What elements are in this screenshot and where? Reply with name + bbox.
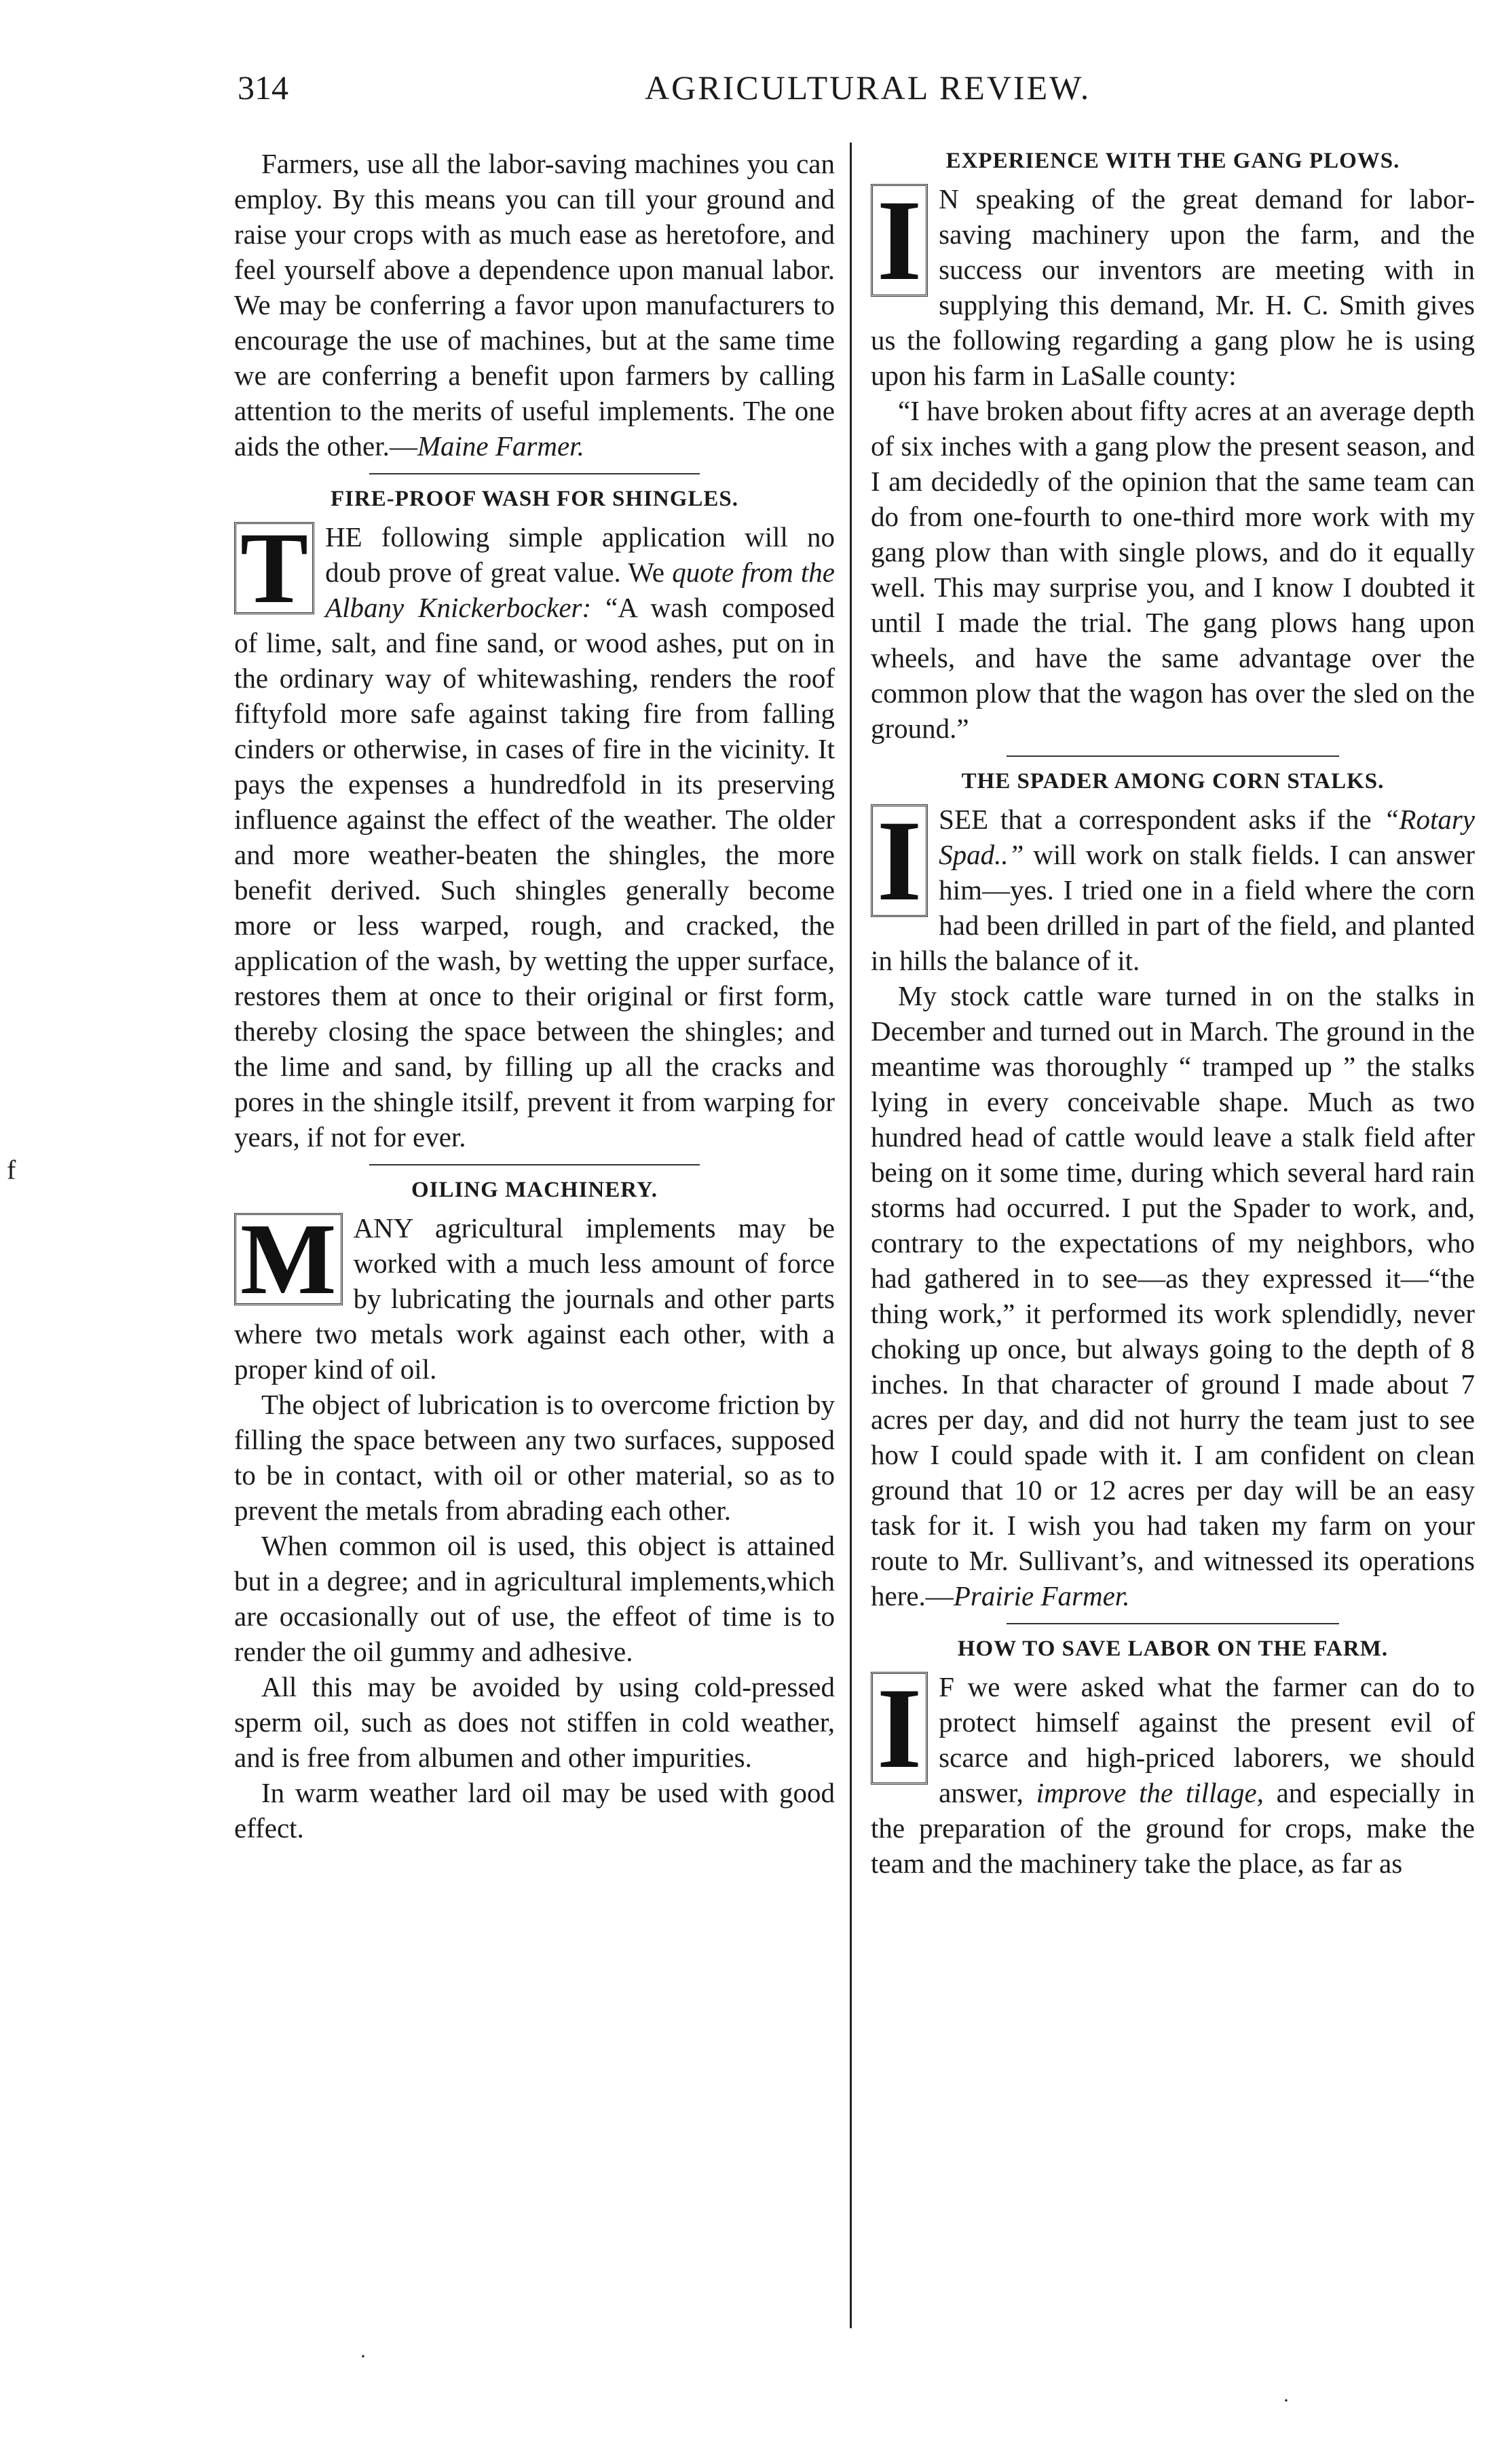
drop-cap-m: M — [234, 1213, 343, 1305]
section-rule — [1007, 1623, 1339, 1624]
save-labor-text-b: and especially in the preparation of the ground for crops, make the team and the machinery take the place, as far as — [871, 1777, 1475, 1879]
oiling-paragraph-5: In warm weather lard oil may be used with good effect. — [234, 1777, 835, 1844]
oiling-paragraph-2: The object of lubrication is to overcome friction by filling the space between any two surfaces, supposed to be in contact, with oil or other material, so as to prevent the metals from abrading each other. — [234, 1389, 835, 1526]
left-column — [234, 146, 835, 1846]
intro-paragraph — [234, 146, 835, 464]
page-header — [238, 68, 1473, 122]
running-title: AGRICULTURAL REVIEW. — [645, 69, 1091, 107]
section-rule — [369, 1164, 700, 1165]
spader-paragraph-1 — [871, 797, 1475, 978]
print-speck: · — [360, 2345, 367, 2368]
drop-cap-t: T — [234, 522, 314, 614]
fire-proof-text-italic: quote from the Albany Knickerbocker: — [325, 557, 835, 623]
gang-plows-text-1: N speaking of the great demand for labor-saving machinery upon the farm, and the success our inventors are meeting with in supplying this demand, Mr. H. C. Smith gives us the following regarding a gang plow he is using upon his farm in LaSalle county: — [871, 183, 1475, 391]
heading-oiling-machinery: OILING MACHINERY. — [411, 1178, 658, 1202]
spader-text-a: SEE that a correspondent asks if the — [939, 804, 1384, 835]
spader-text-b: will work on stalk fields. I can answer him—yes. I tried one in a field where the corn had been drilled in part of the field, and planted in hills the balance of it. — [871, 839, 1475, 976]
gang-plows-paragraph-1 — [871, 176, 1475, 393]
oiling-paragraph-1 — [234, 1203, 835, 1387]
fire-proof-text-b: “A wash composed of lime, salt, and fine sand, or wood ashes, put on in the ordinary way of whitewashing, renders the roof fiftyfold more safe against taking fire from falling cinders or otherwise, in cases of fire in the vicinity. It pays the expenses a hundredfold in its preserving influence against the effect of the weather. The older and more weather-beaten the shingles, the more benefit derived. Such shingles generally become more or less warped, rough, and cracked, the application of the wash, by wetting the upper surface, restores them at once to their original or first form, thereby closing the space between the shingles; and the lime and sand, by filling up all the cracks and pores in the shingle itsilf, prevent it from warping for years, if not for ever. — [234, 592, 835, 1153]
fire-proof-text-a: HE following simple application will no doub prove of great value. We — [325, 521, 835, 588]
spader-text-italic: “Rotary Spad..” — [939, 804, 1475, 870]
heading-save-labor: HOW TO SAVE LABOR ON THE FARM. — [957, 1637, 1389, 1661]
save-labor-text-a: F we were asked what the farmer can do to protect himself against the present evil of scarce and high-priced laborers, we should answer, — [939, 1671, 1475, 1808]
heading-fire-proof-wash: FIRE-PROOF WASH FOR SHINGLES. — [330, 487, 739, 511]
right-column — [871, 146, 1475, 1881]
section-rule — [1007, 755, 1339, 757]
column-divider — [850, 143, 852, 2328]
save-labor-text-italic: improve the tillage, — [1036, 1777, 1264, 1808]
drop-cap-i: I — [871, 184, 928, 297]
spader-paragraph-2 — [871, 978, 1475, 1613]
spader-source: Prairie Farmer. — [953, 1580, 1130, 1611]
drop-cap-i: I — [871, 804, 928, 917]
drop-cap-i: I — [871, 1672, 928, 1785]
oiling-paragraph-4: All this may be avoided by using cold-pressed sperm oil, such as does not stiffen in cold weather, and is free from albumen and other impurities. — [234, 1671, 835, 1773]
fire-proof-wash-paragraph — [234, 512, 835, 1155]
oiling-text-1: ANY agricultural implements may be worked with a much less amount of force by lubricating the journals and other parts where two metals work against each other, with a proper kind of oil. — [234, 1212, 835, 1385]
print-speck: · — [1283, 2389, 1290, 2412]
oiling-paragraph-3: When common oil is used, this object is attained but in a degree; and in agricultural implements,which are occasionally out of use, the effeot of time is to render the oil gummy and adhesive. — [234, 1530, 835, 1667]
page-number: 314 — [238, 69, 288, 107]
stray-mark: f — [7, 1155, 16, 1185]
section-rule — [369, 473, 700, 474]
intro-source: Maine Farmer. — [417, 430, 584, 462]
heading-spader: THE SPADER AMONG CORN STALKS. — [961, 769, 1385, 794]
spader-text-2: My stock cattle ware turned in on the stalks in December and turned out in March. The ground in the meantime was thoroughly “ tramped up ” the stalks lying in every conceivable shape. Much as two hundred head of cattle would leave a stalk field after being on it some time, during which several hard rain storms had occurred. I put the Spader to work, and, contrary to the expectations of my neighbors, who had gathered in to see—as they expressed it—“the thing work,” it performed its work splendidly, never choking up once, but always going to the depth of 8 inches. In that character of ground I made about 7 acres per day, and did not hurry the team just to see how I could spade with it. I am confident on clean ground that 10 or 12 acres per day will be an easy task for it. I wish you had taken my farm on your route to Mr. Sullivant’s, and witnessed its operations here.— — [871, 980, 1475, 1611]
gang-plows-paragraph-2: “I have broken about fifty acres at an average depth of six inches with a gang plow the present season, and I am decidedly of the opinion that the same team can do from one-fourth to one-third more work with my gang plow than with single plows, and do it equally well. This may surprise you, and I know I doubted it until I made the trial. The gang plows hang upon wheels, and have the same advantage over the common plow that the wagon has over the sled on the ground.” — [871, 395, 1475, 744]
save-labor-paragraph — [871, 1664, 1475, 1881]
intro-text: Farmers, use all the labor-saving machines you can employ. By this means you can till your ground and raise your crops with as much ease as heretofore, and feel yourself above a dependence upon manual labor. We may be conferring a favor upon manufacturers to encourage the use of machines, but at the same time we are conferring a benefit upon farmers by calling attention to the merits of useful implements. The one aids the other.— — [234, 148, 835, 462]
heading-gang-plows: EXPERIENCE WITH THE GANG PLOWS. — [945, 149, 1400, 173]
